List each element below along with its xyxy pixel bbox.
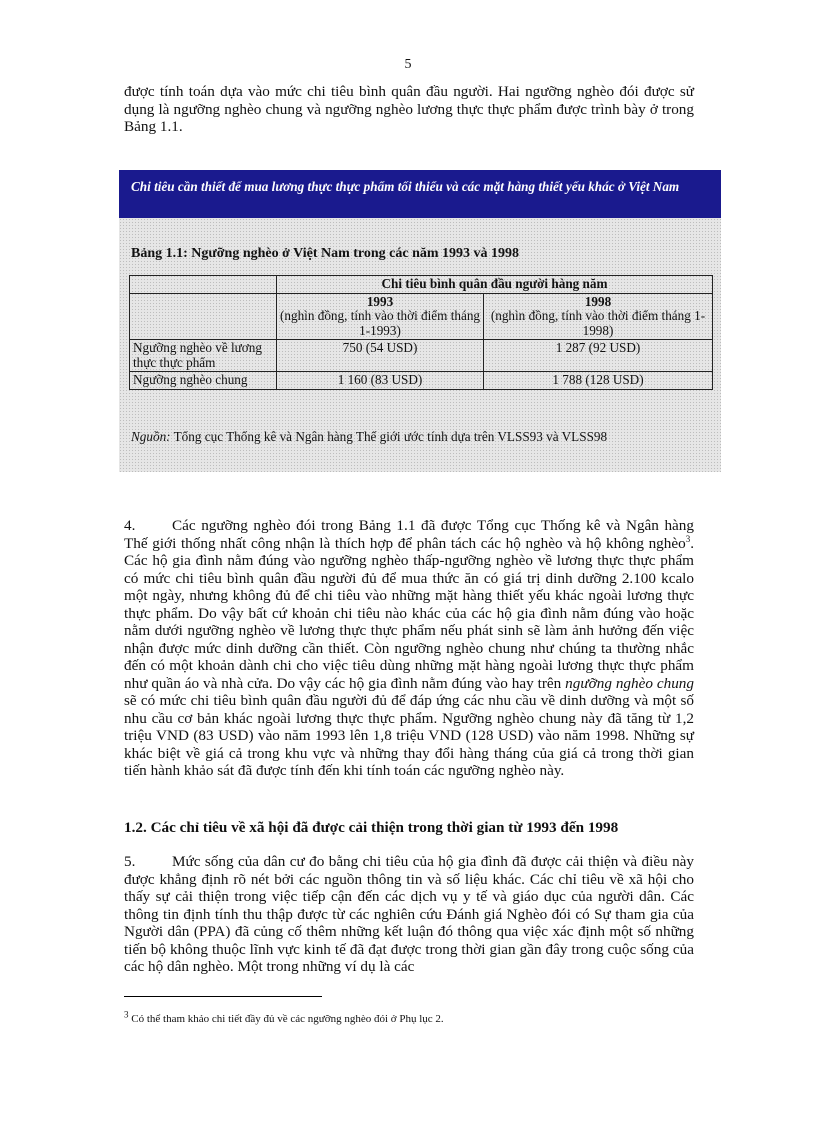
group-header-cell: Chi tiêu bình quân đầu người hàng năm (277, 276, 713, 294)
paragraph-number: 4. (124, 517, 136, 534)
paragraph-5 (124, 853, 694, 976)
table-title: Bảng 1.1: Ngưỡng nghèo ở Việt Nam trong các năm 1993 và 1998 (131, 246, 520, 261)
poverty-line-table (129, 275, 713, 390)
col-1993-year: 1993 (366, 293, 394, 309)
box-header-text: Chi tiêu cần thiết để mua lương thực thực phẩm tối thiểu và các mặt hàng thiết yếu khác ở Việt Nam (131, 179, 680, 194)
table-header-row (130, 276, 713, 294)
row-value-1998: 1 788 (128 USD) (484, 372, 713, 390)
row-value-1993: 750 (54 USD) (277, 340, 484, 372)
footnote-number: 3 (124, 1009, 129, 1020)
table-corner-cell (130, 276, 277, 294)
paragraph-number: 5. (124, 853, 136, 870)
col-1998-header (484, 293, 713, 340)
paragraph-4-emphasis: ngưỡng nghèo chung (565, 674, 694, 692)
paragraph-4 (124, 517, 694, 780)
row-value-1993: 1 160 (83 USD) (277, 372, 484, 390)
table-source (131, 429, 607, 445)
row-value-1998: 1 287 (92 USD) (484, 340, 713, 372)
source-label: Nguồn: (131, 429, 171, 444)
col-1998-year: 1998 (584, 293, 612, 309)
table-empty-cell (130, 293, 277, 340)
intro-paragraph: được tính toán dựa vào mức chi tiêu bình quân đầu người. Hai ngưỡng nghèo đói được sử dụng là ngưỡng nghèo chung và ngưỡng nghèo lương thực thực phẩm được trình bày ở trong Bảng 1.1. (124, 83, 694, 135)
paragraph-4-text-b: . Các hộ gia đình nằm đúng vào ngưỡng nghèo thấp-ngưỡng nghèo về lương thực thực phẩm có mức chi tiêu bình quân đầu người đủ để mua thức ăn có giá trị dinh dưỡng 2.100 kcalo một ngày, nhưng không đủ để chi tiêu vào những mặt hàng thiết yếu khác ngoài lương thực thực phẩm. Do vậy bất cứ khoản chi tiêu nào khác của các hộ gia đình nằm đúng vào hoặc nằm dưới ngưỡng nghèo về lương thực thực phẩm nếu phát sinh sẽ làm ảnh hưởng đến việc nhận được mức dinh dưỡng cần thiết. Còn ngưỡng nghèo chung như chúng ta thường nhắc đến có một khoản dành chi cho việc tiêu dùng những mặt hàng ngoài lương thực thực phẩm như quần áo và nhà cửa. Do vậy các hộ gia đình nằm đúng vào hay trên (124, 534, 694, 692)
row-label: Ngưỡng nghèo chung (130, 372, 277, 390)
page-number: 5 (404, 57, 412, 72)
section-heading: 1.2. Các chỉ tiêu về xã hội đã được cải thiện trong thời gian từ 1993 đến 1998 (124, 819, 619, 836)
col-1993-note: (nghìn đồng, tính vào thời điểm tháng 1-1993) (280, 308, 481, 338)
poverty-line-box (119, 170, 721, 472)
paragraph-4-text-c: sẽ có mức chi tiêu bình quân đầu người đủ để đáp ứng các nhu cầu về dinh dưỡng và một số nhu cầu cơ bản khác ngoài lương thực thực phẩm. Ngưỡng nghèo chung này đã tăng từ 1,2 triệu VND (83 USD) vào năm 1993 lên 1,8 triệu VND (128 USD) vào năm 1998. Những sự khác biệt về giá cả trong khu vực và những thay đổi hàng tháng của giá cả trong thời gian tiến hành khảo sát đã được tính đến khi tính toán các ngưỡng nghèo này. (124, 692, 694, 779)
col-1998-note: (nghìn đồng, tính vào thời điểm tháng 1-1998) (490, 308, 706, 338)
paragraph-4-text-a: Các ngưỡng nghèo đói trong Bảng 1.1 đã được Tổng cục Thống kê và Ngân hàng Thế giới thống nhất công nhận là thích hợp để phân tách các hộ nghèo và hộ không nghèo (124, 517, 694, 552)
table-row (130, 372, 713, 390)
box-header (119, 170, 721, 218)
footnote-text: Có thể tham khảo chi tiết đầy đủ về các ngưỡng nghèo đói ở Phụ lục 2. (131, 1013, 444, 1025)
footnote-divider (124, 996, 322, 997)
paragraph-5-text: Mức sống của dân cư đo bằng chi tiêu của hộ gia đình đã được cải thiện và điều này được khẳng định rõ nét bởi các nguồn thông tin và số liệu khác. Các chỉ tiêu về xã hội cho thấy sự cải thiện trong việc tiếp cận đến các dịch vụ y tế và giáo dục của người dân. Các thông tin định tính thu thập được từ các nghiên cứu Đánh giá Nghèo đói có Sự tham gia của Người dân (PPA) đã củng cố thêm những kết luận đó thông qua việc xác định một số những tiến bộ không thuộc lĩnh vực kinh tế đã đạt được trong thời gian gần đây trong cuộc sống của các hộ dân nghèo. Một trong những ví dụ là các (124, 853, 694, 975)
table-row (130, 340, 713, 372)
col-1993-header (277, 293, 484, 340)
footnote-ref[interactable]: 3 (685, 533, 691, 544)
footnote (124, 1009, 444, 1025)
table-year-row (130, 293, 713, 340)
row-label: Ngưỡng nghèo về lương thực thực phẩm (130, 340, 277, 372)
source-text: Tổng cục Thống kê và Ngân hàng Thế giới ước tính dựa trên VLSS93 và VLSS98 (173, 429, 608, 444)
